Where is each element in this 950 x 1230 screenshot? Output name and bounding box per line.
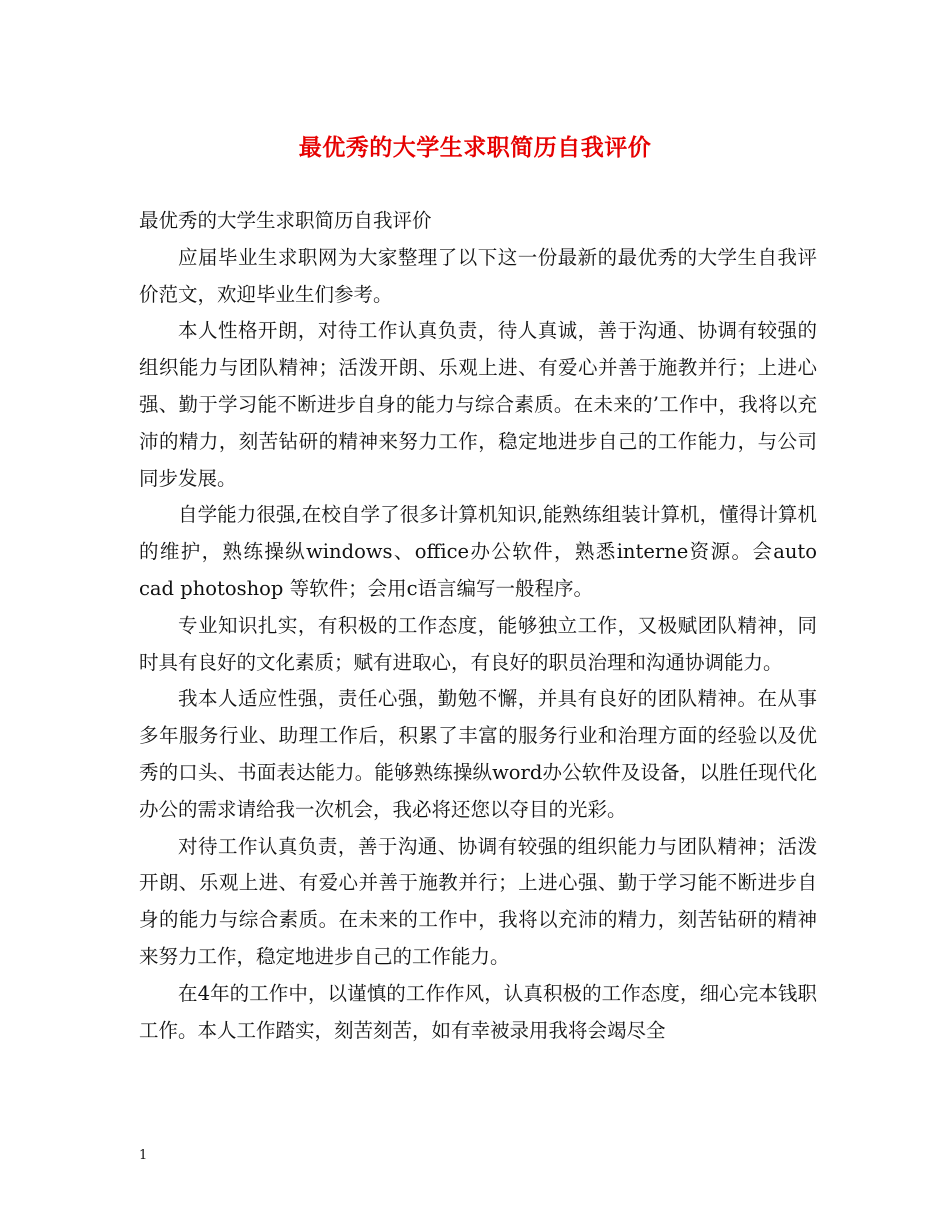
paragraph-work-experience: 在4年的工作中，以谨慎的工作作风，认真积极的工作态度，细心完本钱职工作。本人工作踏实，刻苦刻苦，如有幸被录用我将会竭尽全 (139, 981, 817, 1042)
paragraph-computer-skills: 自学能力很强,在校自学了很多计算机知识,能熟练组装计算机，懂得计算机的维护，熟练操纵windows、office办公软件，熟悉interne资源。会auto cad photoshop 等软件；会用c语言编写一般程序。 (139, 503, 817, 600)
paragraph-adaptability: 我本人适应性强，责任心强，勤勉不懈，并具有良好的团队精神。在从事多年服务行业、助理工作后，积累了丰富的服务行业和治理方面的经验以及优秀的口头、书面表达能力。能够熟练操纵word办公软件及设备，以胜任现代化办公的需求请给我一次机会，我必将还您以夺目的光彩。 (139, 687, 817, 821)
paragraph-work-attitude: 对待工作认真负责，善于沟通、协调有较强的组织能力与团队精神；活泼开朗、乐观上进、有爱心并善于施教并行；上进心强、勤于学习能不断进步自身的能力与综合素质。在未来的工作中，我将以充沛的精力，刻苦钻研的精神来努力工作，稳定地进步自己的工作能力。 (139, 834, 817, 968)
document-subtitle: 最优秀的大学生求职简历自我评价 (139, 209, 432, 232)
document-body (139, 203, 817, 1049)
paragraph-intro: 应届毕业生求职网为大家整理了以下这一份最新的最优秀的大学生自我评价范文，欢迎毕业生们参考。 (139, 245, 817, 306)
document-title: 最优秀的大学生求职简历自我评价 (298, 134, 652, 161)
paragraph-personality: 本人性格开朗，对待工作认真负责，待人真诚，善于沟通、协调有较强的组织能力与团队精神；活泼开朗、乐观上进、有爱心并善于施教并行；上进心强、勤于学习能不断进步自身的能力与综合素质。在未来的’工作中，我将以充沛的精力，刻苦钻研的精神来努力工作，稳定地进步自己的工作能力，与公司同步发展。 (139, 319, 817, 490)
paragraph-professional-knowledge: 专业知识扎实，有积极的工作态度，能够独立工作，又极赋团队精神，同时具有良好的文化素质；赋有进取心，有良好的职员治理和沟通协调能力。 (139, 613, 817, 674)
page-number: 1 (139, 1148, 148, 1163)
